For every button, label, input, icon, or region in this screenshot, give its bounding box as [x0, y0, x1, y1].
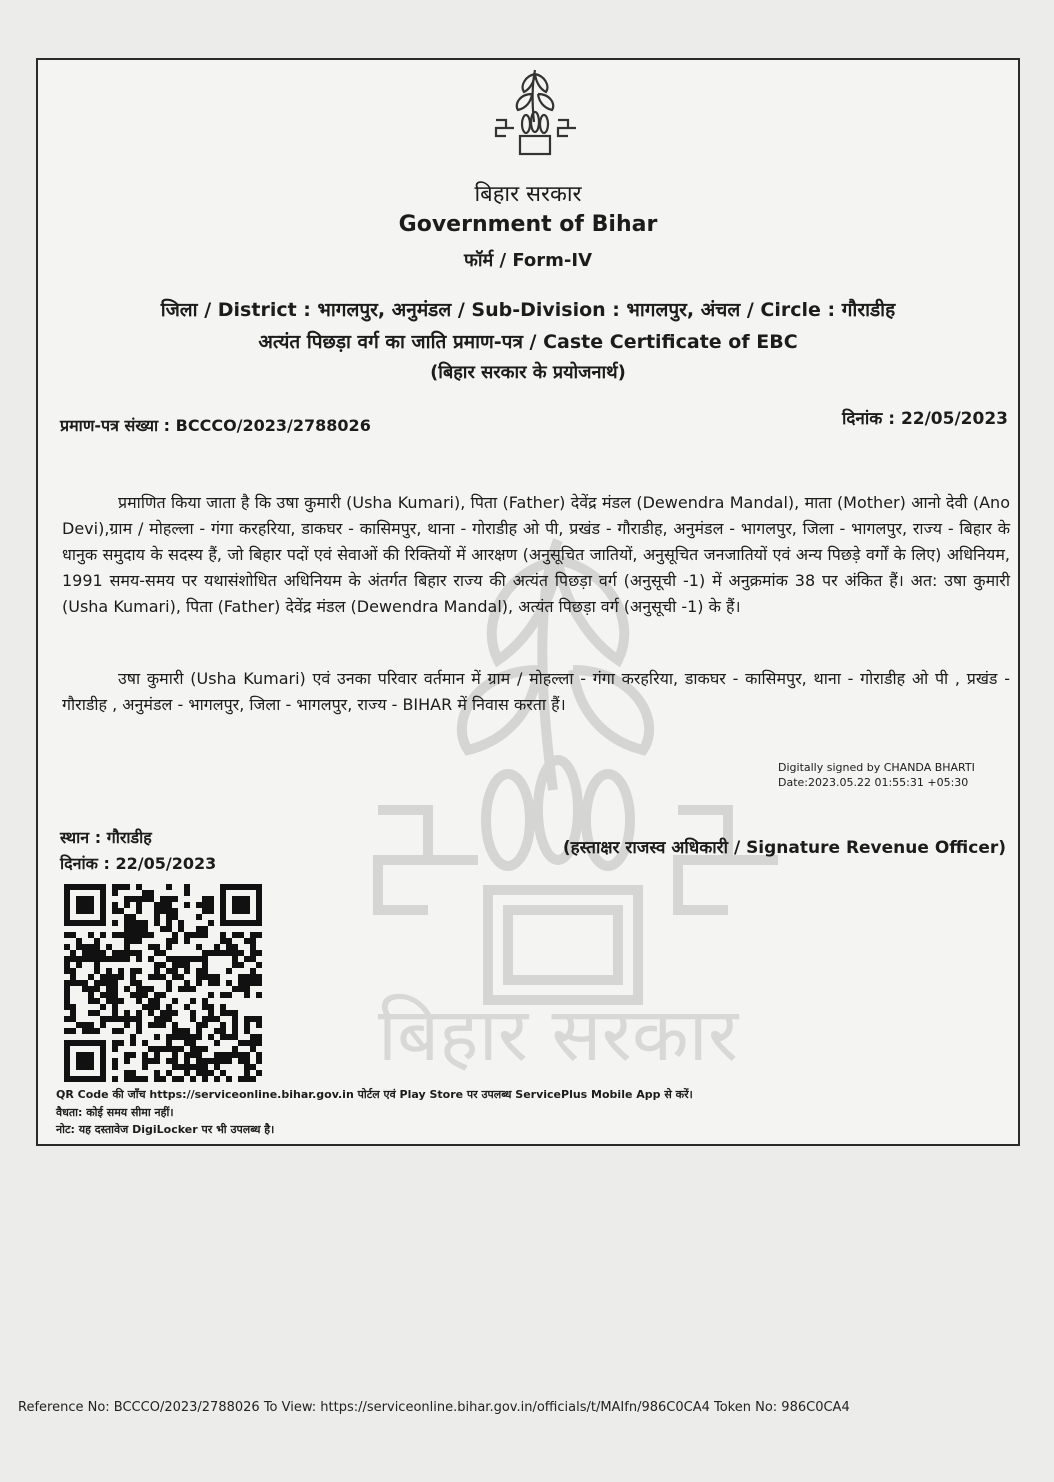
- govt-title-english: Government of Bihar: [398, 212, 658, 237]
- place-label: स्थान : गौराडीह: [60, 828, 152, 847]
- certificate-title: अत्यंत पिछड़ा वर्ग का जाति प्रमाण-पत्र / Caste Certificate of EBC: [258, 331, 798, 353]
- district-line: जिला / District : भागलपुर, अनुमंडल / Sub-Division : भागलपुर, अंचल / Circle : गौराडीह: [160, 299, 896, 321]
- form-label: फॉर्म / Form-IV: [463, 250, 593, 271]
- certificate-document: [36, 58, 1020, 1146]
- validity-note: वैधता: कोई समय सीमा नहीं।: [56, 1106, 174, 1119]
- certificate-paragraph-2: उषा कुमारी (Usha Kumari) एवं उनका परिवार वर्तमान में ग्राम / मोहल्ला - गंगा करहरिया, डाकघर - कासिमपुर, थाना - गोराडीह ओ पी , प्रखंड - गौराडीह , अनुमंडल - भागलपुर, जिला - भागलपुर, राज्य - BIHAR में निवास करता हैं।: [62, 669, 1010, 714]
- govt-title-hindi: बिहार सरकार: [474, 182, 582, 207]
- watermark-text: बिहार सरकार: [377, 992, 739, 1078]
- signature-revenue-officer: (हस्ताक्षर राजस्व अधिकारी / Signature Revenue Officer): [562, 838, 1006, 858]
- certificate-number: प्रमाण-पत्र संख्या : BCCCO/2023/2788026: [60, 416, 371, 435]
- digital-signature: [778, 760, 975, 790]
- reference-line: Reference No: BCCCO/2023/2788026 To View: https://serviceonline.bihar.gov.in/officials/t/MAIfn/986C0CA4 Token No: 986C0CA4: [18, 1400, 850, 1415]
- certificate-paragraph-1: प्रमाणित किया जाता है कि उषा कुमारी (Usha Kumari), पिता (Father) देवेंद्र मंडल (Dewendra Mandal), माता (Mother) आनो देवी (Ano Devi),ग्राम / मोहल्ला - गंगा करहरिया, डाकघर - कासिमपुर, थाना - गोराडीह ओ पी, प्रखंड - गौराडीह, अनुमंडल - भागलपुर, जिला - भागलपुर, राज्य - बिहार के धानुक समुदाय के सदस्य हैं, जो बिहार पदों एवं सेवाओं की रिक्तियों में आरक्षण (अनुसूचित जातियों, अनुसूचित जनजातियों एवं अन्य पिछड़े वर्गों के लिए) अधिनियम, 1991 समय-समय पर यथासंशोधित अधिनियम के अंतर्गत बिहार राज्य की अत्यंत पिछड़ा वर्ग (अनुसूची -1) में अनुक्रमांक 38 पर अंकित हैं। अत: उषा कुमारी (Usha Kumari), पिता (Father) देवेंद्र मंडल (Dewendra Mandal), अत्यंत पिछड़ा वर्ग (अनुसूची -1) के हैं।: [62, 493, 1010, 616]
- signature-date: दिनांक : 22/05/2023: [60, 854, 217, 873]
- certificate-date: दिनांक : 22/05/2023: [841, 409, 1008, 429]
- digital-signature-name: Digitally signed by CHANDA BHARTI: [778, 761, 975, 774]
- digital-signature-date: Date:2023.05.22 01:55:31 +05:30: [778, 776, 969, 789]
- digilocker-note: नोट: यह दस्तावेज DigiLocker पर भी उपलब्ध है।: [56, 1123, 275, 1136]
- bihar-emblem-icon: [490, 64, 580, 156]
- qr-code-icon[interactable]: [64, 884, 262, 1082]
- certificate-purpose: (बिहार सरकार के प्रयोजनार्थ): [430, 362, 626, 383]
- qr-verification-note: QR Code की जाँच https://serviceonline.bihar.gov.in पोर्टल एवं Play Store पर उपलब्ध ServicePlus Mobile App से करें।: [56, 1088, 693, 1101]
